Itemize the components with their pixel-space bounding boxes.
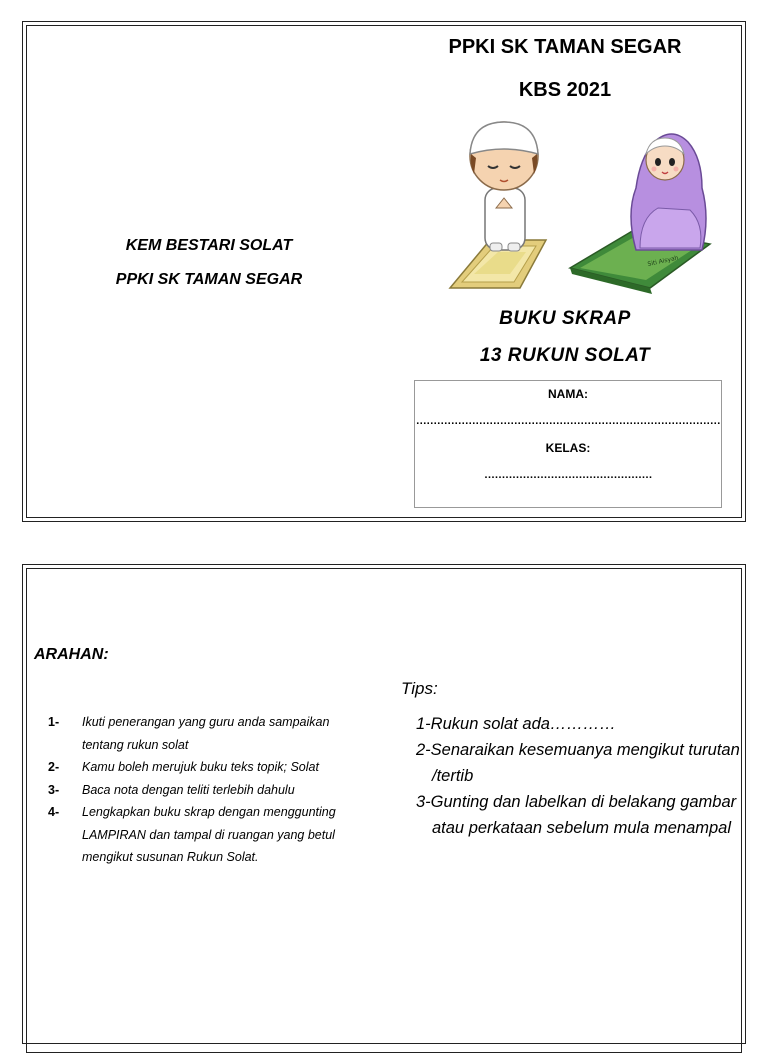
instructions-heading: ARAHAN: <box>34 646 109 663</box>
praying-boy-icon <box>470 122 538 251</box>
name-field[interactable]: …………………………………………………………………………… <box>415 415 721 427</box>
name-label: NAMA: <box>548 387 588 401</box>
scrap-title: BUKU SKRAP <box>499 308 631 329</box>
class-field[interactable]: ………………………………………… <box>484 469 652 481</box>
praying-children-illustration <box>440 118 720 298</box>
list-item: 2- Kamu boleh merujuk buku teks topik; Solat <box>48 760 319 774</box>
mat-signature: Siti Aisyah <box>646 254 680 268</box>
camp-school: PPKI SK TAMAN SEGAR <box>115 271 303 288</box>
school-title: PPKI SK TAMAN SEGAR <box>448 36 682 58</box>
praying-girl-icon <box>631 134 706 250</box>
tip-item: 2-Senaraikan kesemuanya mengikut turutan /tertib <box>416 741 740 785</box>
tips-list <box>416 711 746 841</box>
student-info-box <box>414 380 722 508</box>
list-item: 3- Baca nota dengan teliti terlebih dahulu <box>48 782 295 797</box>
tip-item: 1-Rukun solat ada………… <box>416 715 616 733</box>
list-item: 4- Lengkapkan buku skrap dengan menggunting LAMPIRAN dan tampal di ruangan yang betul mengikut susunan Rukun Solat. <box>48 805 336 864</box>
camp-title: KEM BESTARI SOLAT <box>125 237 293 254</box>
tips-heading: Tips: <box>401 679 438 698</box>
tip-item: 3-Gunting dan labelkan di belakang gambar atau perkataan sebelum mula menampal <box>416 793 737 837</box>
scrap-subtitle: 13 RUKUN SOLAT <box>479 345 651 366</box>
instructions-list <box>48 711 368 869</box>
year-title: KBS 2021 <box>518 79 612 101</box>
class-label: KELAS: <box>545 441 591 455</box>
list-item: 1- Ikuti penerangan yang guru anda sampaikan tentang rukun solat <box>48 715 330 752</box>
